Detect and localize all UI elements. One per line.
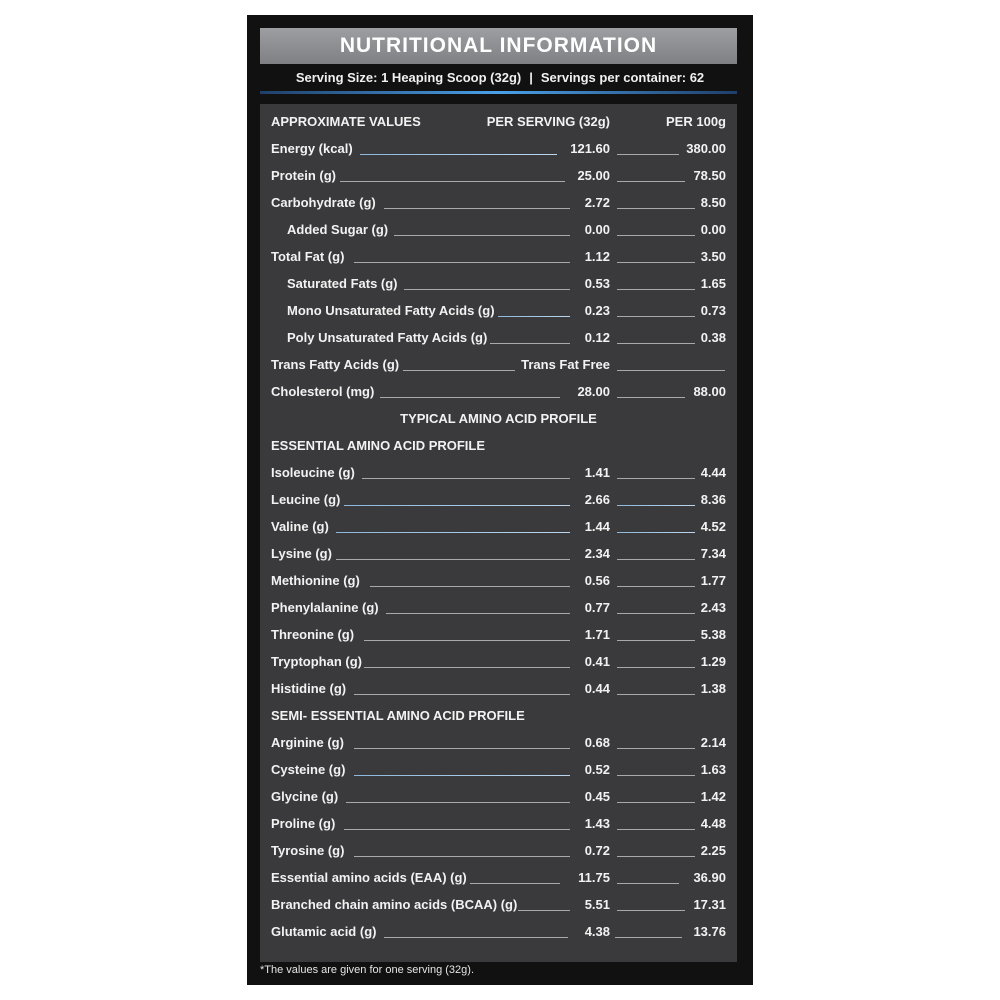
row-label: Tryptophan (g): [271, 654, 362, 669]
row-label: Lysine (g): [271, 546, 332, 561]
leader-line: [354, 262, 570, 263]
table-row: [260, 486, 737, 513]
row-per-100g: 1.63: [700, 762, 726, 777]
row-per-100g: 78.50: [693, 168, 726, 183]
row-per-serving: 2.72: [584, 195, 610, 210]
row-per-100g: 0.00: [700, 222, 726, 237]
row-label: Glutamic acid (g): [271, 924, 377, 939]
leader-line: [364, 667, 570, 668]
row-per-100g: 1.42: [700, 789, 726, 804]
row-per-serving: 0.41: [584, 654, 610, 669]
leader-line: [615, 937, 682, 938]
row-per-serving: 1.43: [584, 816, 610, 831]
row-per-serving: 0.45: [584, 789, 610, 804]
table-row: [260, 783, 737, 810]
leader-line: [380, 397, 560, 398]
leader-line: [617, 802, 695, 803]
row-per-serving: 0.44: [584, 681, 610, 696]
nutrition-table: [260, 104, 737, 962]
row-per-serving: 0.52: [584, 762, 610, 777]
row-per-serving: 0.68: [584, 735, 610, 750]
leader-line: [617, 667, 695, 668]
row-per-serving: 2.34: [584, 546, 610, 561]
leader-line: [354, 856, 570, 857]
leader-line: [354, 694, 570, 695]
row-per-serving: 0.56: [584, 573, 610, 588]
leader-line: [617, 397, 685, 398]
row-label: Cholesterol (mg): [271, 384, 375, 399]
leader-line: [617, 343, 695, 344]
row-per-serving: 25.00: [577, 168, 610, 183]
leader-line: [617, 694, 695, 695]
serving-separator: |: [529, 70, 533, 85]
row-label: Energy (kcal): [271, 141, 353, 156]
row-per-100g: 7.34: [700, 546, 726, 561]
row-label: Trans Fatty Acids (g): [271, 357, 400, 372]
leader-line: [403, 370, 515, 371]
row-label: Essential amino acids (EAA) (g): [271, 870, 467, 885]
row-per-serving: 0.77: [584, 600, 610, 615]
row-label: Protein (g): [271, 168, 336, 183]
table-row: [260, 675, 737, 702]
header-per-serving: PER SERVING (32g): [486, 114, 610, 129]
row-per-100g: 2.43: [700, 600, 726, 615]
table-row: [260, 270, 737, 297]
leader-line: [498, 316, 570, 317]
table-row: [260, 837, 737, 864]
row-per-100g: 36.90: [693, 870, 726, 885]
row-per-100g: 1.29: [700, 654, 726, 669]
semi-essential-title: SEMI- ESSENTIAL AMINO ACID PROFILE: [271, 708, 525, 723]
row-label: Methionine (g): [271, 573, 360, 588]
table-row: [260, 621, 737, 648]
leader-line: [344, 505, 570, 506]
leader-line: [617, 235, 695, 236]
leader-line: [340, 181, 565, 182]
table-row: [260, 648, 737, 675]
table-row: [260, 891, 737, 918]
row-per-100g: 2.14: [700, 735, 726, 750]
table-row: [260, 567, 737, 594]
row-per-serving: 0.72: [584, 843, 610, 858]
row-per-serving: 4.38: [584, 924, 610, 939]
row-per-serving: 0.12: [584, 330, 610, 345]
row-per-100g: 13.76: [693, 924, 726, 939]
row-label: Phenylalanine (g): [271, 600, 379, 615]
table-row: [260, 594, 737, 621]
table-row: [260, 729, 737, 756]
row-label: Added Sugar (g): [287, 222, 389, 237]
leader-line: [346, 802, 570, 803]
leader-line: [617, 883, 679, 884]
leader-line: [370, 586, 570, 587]
header-label: APPROXIMATE VALUES: [271, 114, 421, 129]
leader-line: [617, 775, 695, 776]
leader-line: [354, 748, 570, 749]
row-label: Threonine (g): [271, 627, 355, 642]
essential-heading: [260, 432, 737, 459]
table-row: [260, 243, 737, 270]
row-label: Proline (g): [271, 816, 336, 831]
table-row: [260, 918, 737, 945]
row-per-100g: 4.44: [700, 465, 726, 480]
leader-line: [384, 208, 570, 209]
row-per-serving: 0.00: [584, 222, 610, 237]
leader-line: [617, 640, 695, 641]
row-per-serving: 28.00: [577, 384, 610, 399]
table-row: [260, 351, 737, 378]
row-label: Tyrosine (g): [271, 843, 345, 858]
leader-line: [394, 235, 570, 236]
amino-profile-heading: [260, 405, 737, 432]
row-per-100g: 8.50: [700, 195, 726, 210]
leader-line: [617, 262, 695, 263]
row-per-100g: [655, 351, 726, 378]
table-row: [260, 189, 737, 216]
semi-essential-heading: [260, 702, 737, 729]
leader-line: [362, 478, 570, 479]
row-per-serving: 5.51: [584, 897, 610, 912]
row-per-serving: 0.23: [584, 303, 610, 318]
row-label: Leucine (g): [271, 492, 341, 507]
leader-line: [470, 883, 560, 884]
leader-line: [617, 154, 679, 155]
leader-line: [404, 289, 570, 290]
table-row: [260, 324, 737, 351]
leader-line: [617, 586, 695, 587]
row-label: Total Fat (g): [271, 249, 345, 264]
row-per-100g: 3.50: [700, 249, 726, 264]
row-label: Histidine (g): [271, 681, 347, 696]
table-header: [260, 108, 737, 135]
row-label: Poly Unsaturated Fatty Acids (g): [287, 330, 488, 345]
table-row: [260, 297, 737, 324]
servings-per-container: Servings per container: 62: [540, 70, 705, 85]
leader-line: [617, 181, 685, 182]
leader-line: [617, 478, 695, 479]
table-row: [260, 810, 737, 837]
row-per-100g: 17.31: [693, 897, 726, 912]
leader-line: [336, 559, 570, 560]
row-label: Carbohydrate (g): [271, 195, 376, 210]
row-per-100g: 5.38: [700, 627, 726, 642]
leader-line: [617, 748, 695, 749]
leader-line: [617, 613, 695, 614]
leader-line: [360, 154, 557, 155]
row-per-100g: 4.52: [700, 519, 726, 534]
row-per-serving: 11.75: [578, 870, 610, 885]
table-row: [260, 864, 737, 891]
row-per-serving: 1.12: [584, 249, 610, 264]
row-label: Saturated Fats (g): [287, 276, 398, 291]
row-per-serving: 1.44: [584, 519, 610, 534]
nutrition-panel: [247, 15, 753, 985]
row-per-100g: 1.77: [700, 573, 726, 588]
footnote: *The values are given for one serving (32g).: [260, 964, 475, 976]
table-row: [260, 756, 737, 783]
serving-info: [247, 67, 753, 89]
leader-line: [490, 343, 570, 344]
row-per-100g: 2.25: [700, 843, 726, 858]
leader-line: [617, 370, 725, 371]
header-per-100g: PER 100g: [666, 114, 726, 129]
table-row: [260, 540, 737, 567]
essential-title: ESSENTIAL AMINO ACID PROFILE: [271, 438, 486, 453]
leader-line: [617, 208, 695, 209]
row-label: Glycine (g): [271, 789, 339, 804]
leader-line: [617, 829, 695, 830]
row-per-100g: 1.65: [700, 276, 726, 291]
leader-line: [617, 505, 695, 506]
row-label: Isoleucine (g): [271, 465, 355, 480]
row-per-serving: 121.60: [570, 141, 610, 156]
row-label: Arginine (g): [271, 735, 344, 750]
table-row: [260, 513, 737, 540]
table-row: [260, 216, 737, 243]
row-per-100g: 8.36: [700, 492, 726, 507]
row-per-100g: 1.38: [700, 681, 726, 696]
row-per-100g: 380.00: [686, 141, 726, 156]
leader-line: [617, 289, 695, 290]
leader-line: [617, 910, 685, 911]
leader-line: [336, 532, 570, 533]
row-per-100g: 4.48: [700, 816, 726, 831]
table-row: [260, 135, 737, 162]
row-per-100g: 88.00: [693, 384, 726, 399]
leader-line: [354, 775, 570, 776]
panel-title: NUTRITIONAL INFORMATION: [260, 28, 737, 64]
row-label: Valine (g): [271, 519, 329, 534]
row-per-100g: 0.73: [700, 303, 726, 318]
leader-line: [617, 856, 695, 857]
accent-divider: [260, 91, 737, 94]
leader-line: [617, 559, 695, 560]
table-row: [260, 459, 737, 486]
row-per-100g: 0.38: [700, 330, 726, 345]
table-row: [260, 162, 737, 189]
row-per-serving: 2.66: [584, 492, 610, 507]
row-label: Mono Unsaturated Fatty Acids (g): [287, 303, 495, 318]
row-label: Cysteine (g): [271, 762, 346, 777]
trans-fat-note: Trans Fat Free: [521, 357, 610, 372]
leader-line: [617, 532, 695, 533]
leader-line: [384, 937, 568, 938]
leader-line: [344, 829, 570, 830]
row-per-serving: 1.71: [584, 627, 610, 642]
amino-profile-title: TYPICAL AMINO ACID PROFILE: [400, 411, 597, 426]
table-row: [260, 378, 737, 405]
row-per-serving: 0.53: [584, 276, 610, 291]
row-label: Branched chain amino acids (BCAA) (g): [271, 897, 518, 912]
serving-size: Serving Size: 1 Heaping Scoop (32g): [295, 70, 522, 85]
row-per-serving: 1.41: [584, 465, 610, 480]
leader-line: [386, 613, 570, 614]
leader-line: [518, 910, 570, 911]
leader-line: [364, 640, 570, 641]
leader-line: [617, 316, 695, 317]
